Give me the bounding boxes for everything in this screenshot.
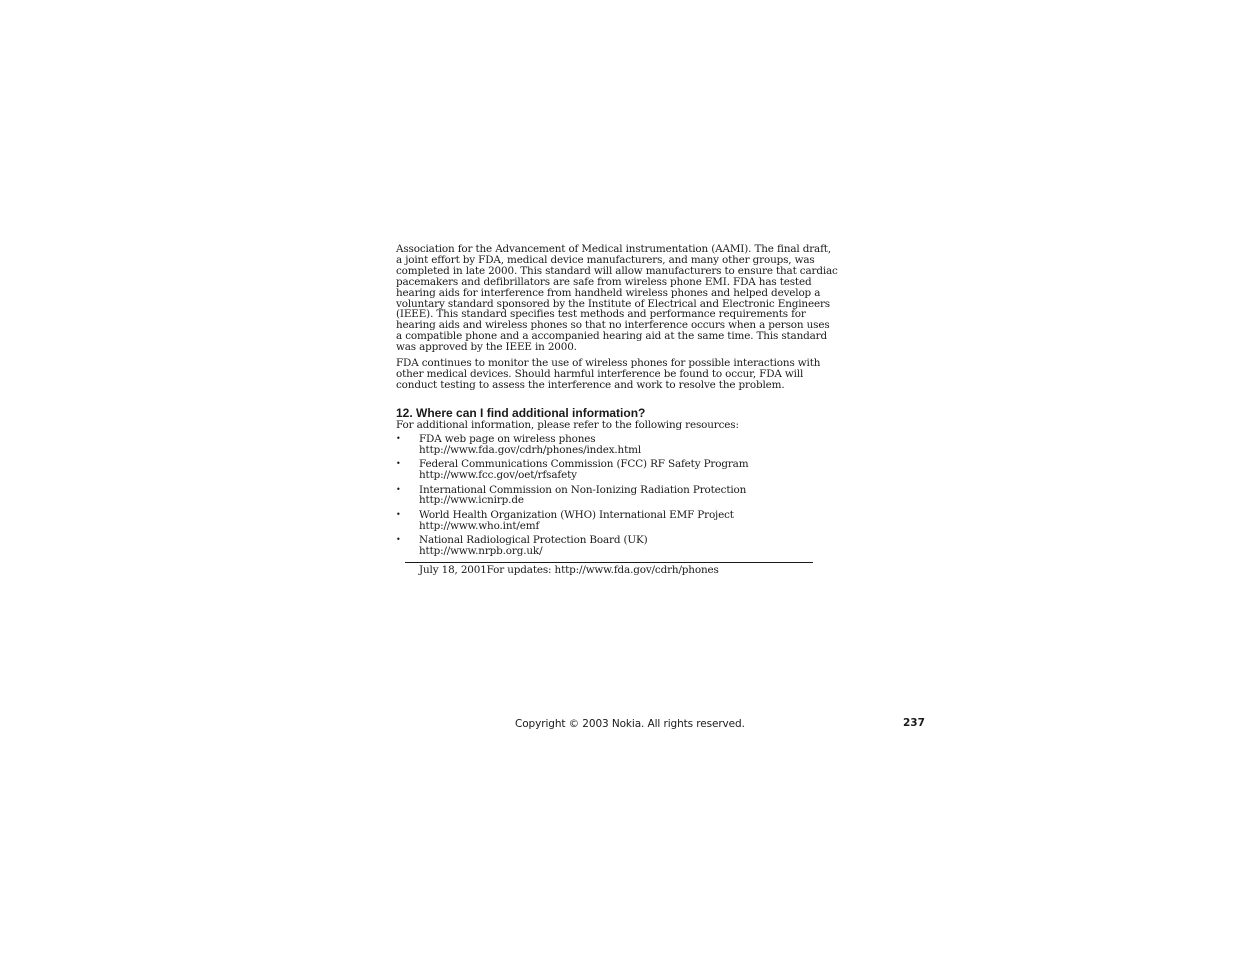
section-intro: For additional information, please refer to the following resources: (396, 418, 739, 431)
resource-list (396, 434, 838, 557)
resource-title: FDA web page on wireless phones (419, 432, 596, 445)
list-item (396, 434, 838, 456)
resource-title: World Health Organization (WHO) International EMF Project (419, 508, 734, 521)
list-item (396, 485, 838, 507)
list-item (396, 510, 838, 532)
resource-title: National Radiological Protection Board (UK) (419, 534, 648, 547)
list-item (396, 535, 838, 557)
footnote-text: July 18, 2001For updates: http://www.fda.gov/cdrh/phones (419, 564, 719, 576)
copyright-notice: Copyright © 2003 Nokia. All rights reserved. (515, 718, 745, 730)
resource-url[interactable]: http://www.nrpb.org.uk/ (419, 545, 543, 558)
resource-title: International Commission on Non-Ionizing Radiation Protection (419, 483, 747, 496)
section-heading: 12. Where can I find additional information? (396, 405, 646, 420)
bullet-icon: • (396, 433, 401, 443)
resource-title: Federal Communications Commission (FCC) RF Safety Program (419, 458, 749, 471)
bullet-icon: • (396, 509, 401, 519)
body-paragraph-fda-monitoring: FDA continues to monitor the use of wireless phones for possible interactions with other medical devices. Should harmful interference be found to occur, FDA will conduct testing to assess the interference and work to resolve the problem. (396, 357, 821, 391)
bullet-icon: • (396, 535, 401, 545)
page-body (396, 244, 838, 561)
bullet-icon: • (396, 459, 401, 469)
resource-url[interactable]: http://www.icnirp.de (419, 494, 524, 507)
bullet-icon: • (396, 484, 401, 494)
resource-url[interactable]: http://www.fda.gov/cdrh/phones/index.html (419, 443, 641, 456)
resource-url[interactable]: http://www.who.int/emf (419, 519, 540, 532)
body-paragraph-aami: Association for the Advancement of Medical instrumentation (AAMI). The final draft, a joint effort by FDA, medical device manufacturers, and many other groups, was completed in late 2000. This standard will allow manufacturers to ensure that cardiac pacemakers and defibrillators are safe from wireless phone EMI. FDA has tested hearing aids for interference from handheld wireless phones and helped develop a voluntary standard sponsored by the Institute of Electrical and Electronic Engineers (IEEE). This standard specifies test methods and performance requirements for hearing aids and wireless phones so that no interference occurs when a person uses a compatible phone and a accompanied hearing aid at the same time. This standard was approved by the IEEE in 2000. (396, 243, 838, 354)
resource-url[interactable]: http://www.fcc.gov/oet/rfsafety (419, 469, 577, 481)
list-item (396, 459, 838, 481)
page-number: 237 (903, 717, 925, 729)
footnote-divider (405, 562, 813, 563)
